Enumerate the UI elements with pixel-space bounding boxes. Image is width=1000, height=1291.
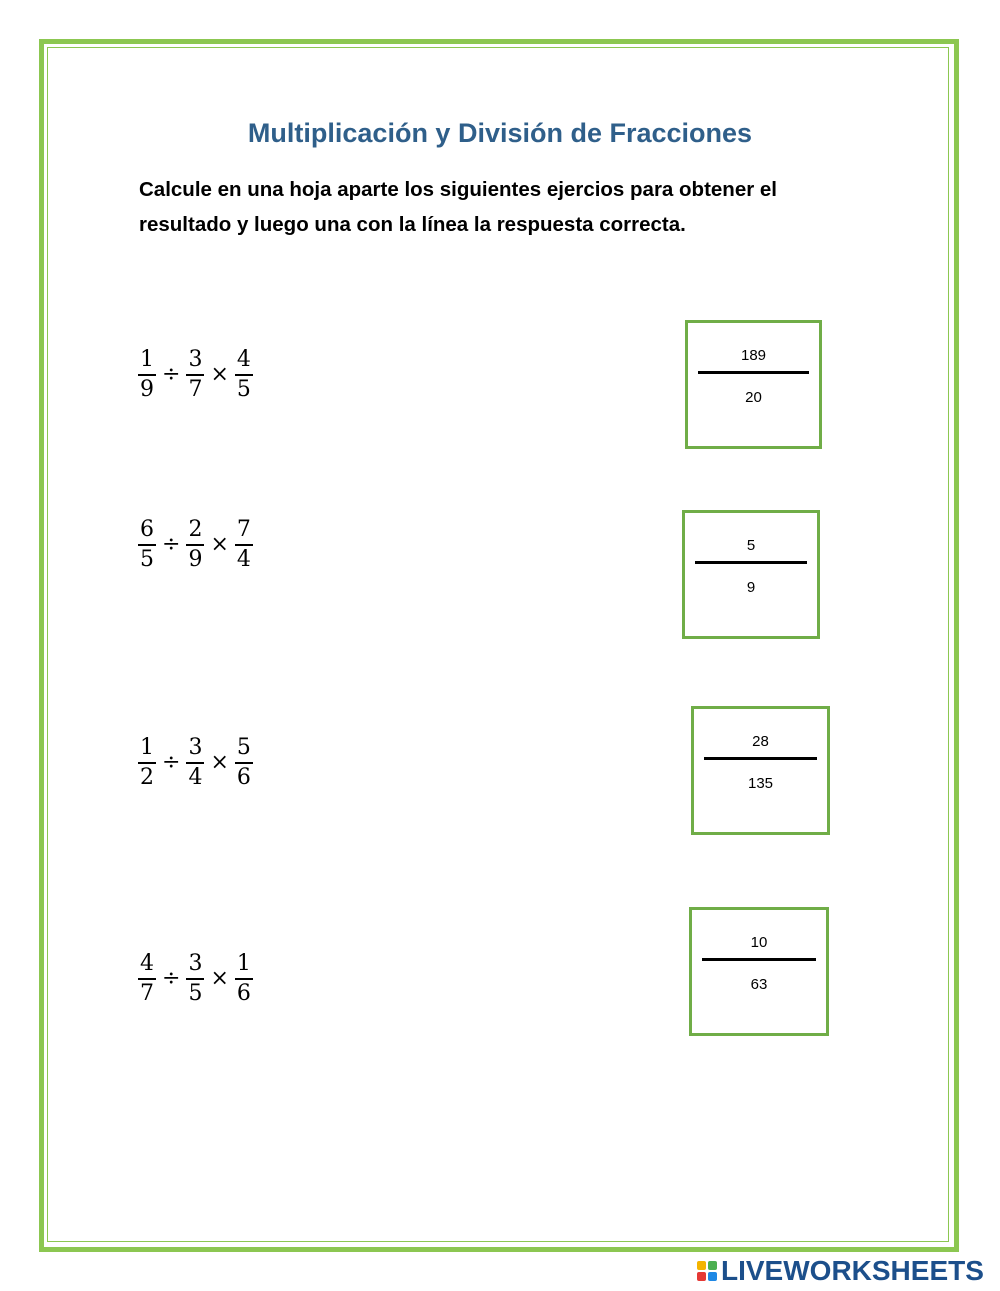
instructions-line-1: Calcule en una hoja aparte los siguientes ejercios para obtener el xyxy=(139,178,777,201)
instructions-line-2: resultado y luego una con la línea la respuesta correcta. xyxy=(139,213,686,236)
answer-numerator: 189 xyxy=(740,347,767,364)
answer-numerator: 10 xyxy=(750,934,768,951)
fraction-bar xyxy=(698,371,809,374)
fraction: $\frac{3}{7}$ xyxy=(188,347,203,402)
fraction-bar xyxy=(702,958,816,961)
answer-denominator: 9 xyxy=(746,579,756,596)
answer-denominator: 20 xyxy=(745,389,762,406)
logo-mark-icon xyxy=(697,1261,717,1281)
answer-box-2[interactable] xyxy=(682,510,820,639)
fraction-bar xyxy=(704,757,817,760)
answer-box-3[interactable] xyxy=(691,706,830,835)
divide-operator: ÷ xyxy=(162,750,181,776)
times-operator: × xyxy=(210,966,229,992)
divide-operator: ÷ xyxy=(162,966,181,992)
fraction: $\frac{6}{5}$ xyxy=(140,517,154,572)
exercise-1 xyxy=(136,346,255,404)
fraction-bar xyxy=(695,561,807,564)
times-operator: × xyxy=(210,750,229,776)
answer-denominator: 135 xyxy=(747,775,774,792)
divide-operator: ÷ xyxy=(162,362,181,388)
times-operator: × xyxy=(210,362,229,388)
fraction: $\frac{5}{6}$ xyxy=(236,735,251,790)
logo-square xyxy=(708,1272,717,1281)
fraction: $\frac{1}{9}$ xyxy=(140,347,154,402)
exercise-4 xyxy=(136,950,255,1008)
answer-box-1[interactable] xyxy=(685,320,822,449)
exercise-3 xyxy=(136,734,255,792)
liveworksheets-logo xyxy=(697,1255,984,1287)
fraction: $\frac{3}{5}$ xyxy=(188,951,203,1006)
fraction: $\frac{4}{5}$ xyxy=(236,347,251,402)
times-operator: × xyxy=(210,532,229,558)
answer-numerator: 28 xyxy=(752,733,769,750)
exercise-2 xyxy=(136,516,255,574)
fraction: $\frac{1}{2}$ xyxy=(140,735,154,790)
answer-denominator: 63 xyxy=(750,976,768,993)
instructions xyxy=(139,172,899,242)
fraction: $\frac{7}{4}$ xyxy=(236,517,251,572)
logo-square xyxy=(708,1261,717,1270)
page-title: Multiplicación y División de Fracciones xyxy=(247,118,753,148)
logo-square xyxy=(697,1272,706,1281)
answer-box-4[interactable] xyxy=(689,907,829,1036)
logo-text: LIVEWORKSHEETS xyxy=(721,1255,984,1286)
logo-square xyxy=(697,1261,706,1270)
fraction: $\frac{2}{9}$ xyxy=(188,517,203,572)
fraction: $\frac{1}{6}$ xyxy=(236,951,251,1006)
divide-operator: ÷ xyxy=(162,532,181,558)
answer-numerator: 5 xyxy=(746,537,756,554)
fraction: $\frac{4}{7}$ xyxy=(140,951,154,1006)
fraction: $\frac{3}{4}$ xyxy=(188,735,203,790)
